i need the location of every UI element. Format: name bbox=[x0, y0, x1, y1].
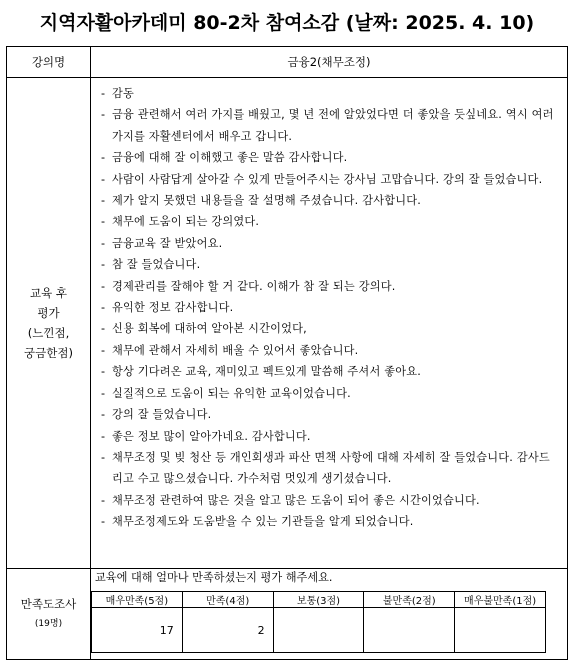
dash-bullet: - bbox=[101, 215, 106, 229]
feedback-item bbox=[101, 233, 559, 254]
feedback-text: 채무조정 관련하여 많은 것을 알고 많은 도움이 되어 좋은 시간이었습니다. bbox=[112, 493, 480, 507]
dash-bullet: - bbox=[101, 108, 106, 122]
course-name: 금융2(채무조정) bbox=[91, 47, 568, 78]
dash-bullet: - bbox=[101, 515, 106, 529]
feedback-text: 강의 잘 들었습니다. bbox=[112, 408, 212, 422]
feedback-item bbox=[101, 276, 559, 297]
dash-bullet: - bbox=[101, 365, 106, 379]
feedback-item bbox=[101, 340, 559, 361]
feedback-text: 경제관리를 잘해야 할 거 같다. 이해가 참 잘 되는 강의다. bbox=[112, 279, 396, 293]
feedback-text: 항상 기다려온 교육, 재미있고 펙트있게 말씀해 주셔서 좋아요. bbox=[112, 365, 421, 379]
respondent-count: (19명) bbox=[34, 619, 63, 630]
satisfaction-label: 만족도조사 bbox=[20, 597, 77, 612]
dash-bullet: - bbox=[101, 408, 106, 422]
evaluation-label bbox=[7, 78, 91, 569]
evaluation-row bbox=[7, 78, 568, 569]
satisfaction-table bbox=[91, 591, 546, 653]
feedback-text: 사람이 사람답게 살아갈 수 있게 만들어주시는 강사님 고맙습니다. 강의 잘 들었습니다. bbox=[112, 172, 543, 186]
feedback-item bbox=[101, 147, 559, 168]
sat-header-cell: 만족(4점) bbox=[182, 592, 273, 608]
dash-bullet: - bbox=[101, 386, 106, 400]
feedback-text: 감동 bbox=[112, 87, 135, 100]
satisfaction-label-cell bbox=[7, 569, 91, 660]
feedback-text: 좋은 정보 많이 알아가네요. 감사합니다. bbox=[112, 429, 311, 443]
feedback-cell bbox=[91, 78, 568, 569]
feedback-item bbox=[101, 490, 559, 511]
feedback-item bbox=[101, 297, 559, 318]
feedback-item bbox=[101, 169, 559, 190]
feedback-text: 유익한 정보 감사합니다. bbox=[112, 301, 234, 315]
document-title: 지역자활아카데미 80-2차 참여소감 (날짜: 2025. 4. 10) bbox=[39, 12, 535, 34]
feedback-item bbox=[101, 83, 559, 104]
feedback-item bbox=[101, 404, 559, 425]
feedback-item bbox=[101, 318, 559, 339]
dash-bullet: - bbox=[101, 279, 106, 293]
evaluation-label-line: (느낀점, bbox=[27, 326, 70, 341]
evaluation-label-line: 궁금한점) bbox=[24, 346, 73, 361]
feedback-text: 금융 관련해서 여러 가지를 배웠고, 몇 년 전에 알았었다면 더 좋았을 듯싶네요. 역시 여러 가지를 자활센터에서 배우고 갑니다. bbox=[112, 108, 554, 143]
sat-header-cell: 매우불만족(1점) bbox=[455, 592, 546, 608]
feedback-item bbox=[101, 383, 559, 404]
sat-value-cell bbox=[273, 608, 364, 653]
sat-value-cell: 17 bbox=[92, 608, 183, 653]
course-label: 강의명 bbox=[7, 47, 91, 78]
feedback-item bbox=[101, 211, 559, 232]
feedback-text: 제가 알지 못했던 내용들을 잘 설명해 주셨습니다. 감사합니다. bbox=[112, 194, 421, 208]
sat-header-cell: 불만족(2점) bbox=[364, 592, 455, 608]
dash-bullet: - bbox=[101, 450, 106, 464]
dash-bullet: - bbox=[101, 151, 106, 165]
feedback-text: 금융에 대해 잘 이해했고 좋은 말씀 감사합니다. bbox=[112, 151, 348, 165]
survey-table bbox=[6, 46, 568, 660]
satisfaction-question: 교육에 대해 얼마나 만족하셨는지 평가 해주세요. bbox=[95, 571, 333, 585]
satisfaction-row bbox=[7, 569, 568, 660]
feedback-item bbox=[101, 361, 559, 382]
sat-header-cell: 매우만족(5점) bbox=[92, 592, 183, 608]
sat-value-cell bbox=[455, 608, 546, 653]
feedback-text: 신용 회복에 대하여 알아본 시간이었다, bbox=[112, 322, 307, 336]
dash-bullet: - bbox=[101, 236, 106, 250]
feedback-item bbox=[101, 426, 559, 447]
dash-bullet: - bbox=[101, 258, 106, 272]
feedback-text: 채무에 도움이 되는 강의였다. bbox=[112, 215, 260, 229]
dash-bullet: - bbox=[101, 172, 106, 186]
satisfaction-header-row bbox=[92, 592, 546, 608]
sat-value-cell: 2 bbox=[182, 608, 273, 653]
feedback-item bbox=[101, 190, 559, 211]
feedback-text: 채무에 관해서 자세히 배울 수 있어서 좋았습니다. bbox=[112, 343, 359, 357]
dash-bullet: - bbox=[101, 301, 106, 315]
dash-bullet: - bbox=[101, 429, 106, 443]
dash-bullet: - bbox=[101, 194, 106, 208]
feedback-item bbox=[101, 254, 559, 275]
feedback-item bbox=[101, 447, 559, 490]
feedback-item bbox=[101, 104, 559, 147]
satisfaction-value-row bbox=[92, 608, 546, 653]
satisfaction-cell bbox=[91, 569, 568, 660]
dash-bullet: - bbox=[101, 322, 106, 336]
sat-value-cell bbox=[364, 608, 455, 653]
evaluation-label-line: 평가 bbox=[37, 306, 60, 321]
feedback-text: 채무조정 및 빚 청산 등 개인회생과 파산 면책 사항에 대해 자세히 잘 들었습니다. 감사드리고 수고 많으셨습니다. 가수처럼 멋있게 생기셨습니다. bbox=[112, 450, 550, 486]
feedback-item bbox=[101, 511, 559, 532]
feedback-text: 채무조정제도와 도움받을 수 있는 기관들을 알게 되었습니다. bbox=[112, 515, 414, 529]
dash-bullet: - bbox=[101, 87, 106, 100]
feedback-list bbox=[91, 78, 567, 537]
evaluation-label-line: 교육 후 bbox=[30, 286, 67, 301]
feedback-text: 참 잘 들었습니다. bbox=[112, 258, 201, 272]
feedback-text: 실질적으로 도움이 되는 유익한 교육이었습니다. bbox=[112, 386, 351, 400]
course-row bbox=[7, 47, 568, 78]
feedback-text: 금융교육 잘 받았어요. bbox=[112, 236, 223, 250]
sat-header-cell: 보통(3점) bbox=[273, 592, 364, 608]
dash-bullet: - bbox=[101, 493, 106, 507]
dash-bullet: - bbox=[101, 343, 106, 357]
